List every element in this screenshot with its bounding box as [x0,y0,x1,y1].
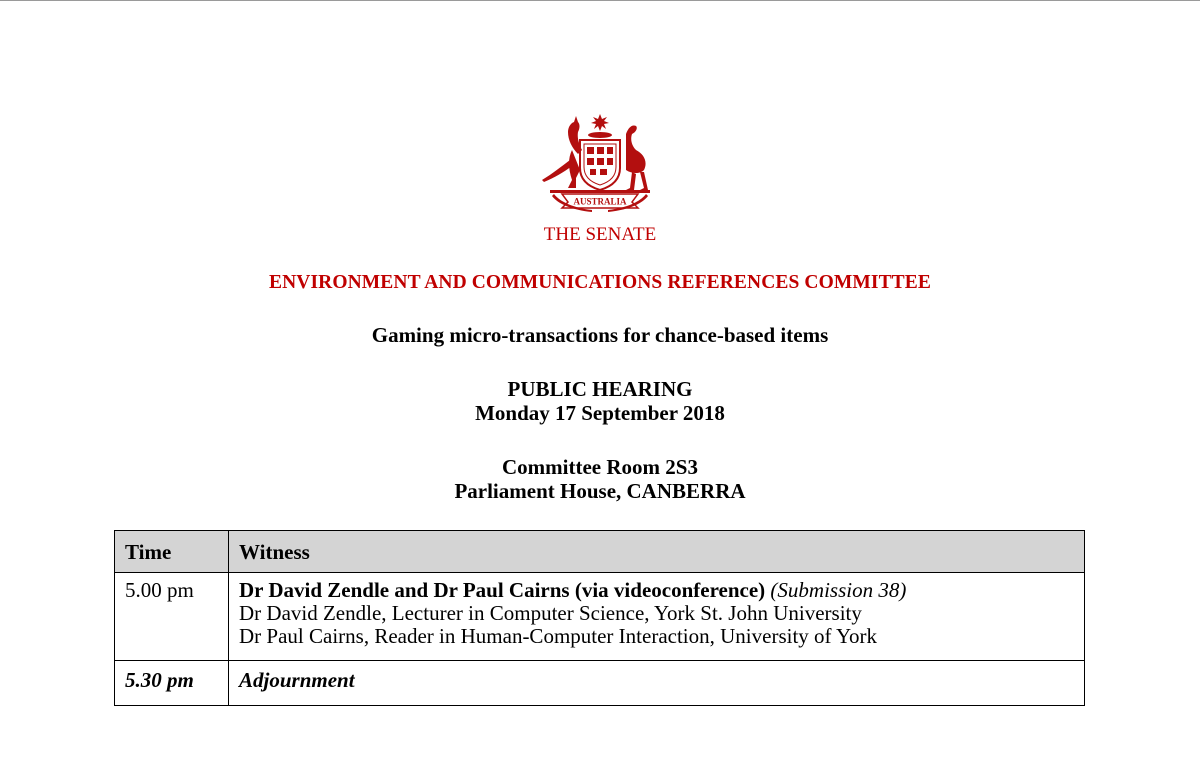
inquiry-title: Gaming micro-transactions for chance-based items [371,323,829,347]
committee-name: ENVIRONMENT AND COMMUNICATIONS REFERENCES COMMITTEE [268,272,931,293]
australian-coat-of-arms-icon [532,110,668,214]
row-witness: Adjournment [229,661,1085,706]
submission-ref: (Submission 38) [770,578,907,602]
table-row [115,573,1085,661]
witness-title: Dr David Zendle and Dr Paul Cairns (via videoconference) [239,578,766,602]
hearing-block [0,377,1200,425]
hearing-schedule-table [114,530,1085,706]
venue-location: Parliament House, CANBERRA [454,479,746,503]
row-time: 5.00 pm [115,573,229,661]
hearing-type: PUBLIC HEARING [507,377,693,401]
table-header-row [115,531,1085,573]
witness-line: Dr David Zendle, Lecturer in Computer Science, York St. John University [239,601,862,625]
table-row [115,661,1085,706]
hearing-date: Monday 17 September 2018 [475,401,725,425]
row-witness [229,573,1085,661]
witness-line: Dr Paul Cairns, Reader in Human-Computer Interaction, University of York [239,624,878,648]
crest-banner-text: AUSTRALIA [573,196,627,207]
header-witness: Witness [229,531,1085,573]
header-time: Time [115,531,229,573]
venue-room: Committee Room 2S3 [502,455,698,479]
house-name: THE SENATE [543,224,657,245]
page-border [0,0,1200,1]
venue-block [0,455,1200,503]
row-time: 5.30 pm [115,661,229,706]
